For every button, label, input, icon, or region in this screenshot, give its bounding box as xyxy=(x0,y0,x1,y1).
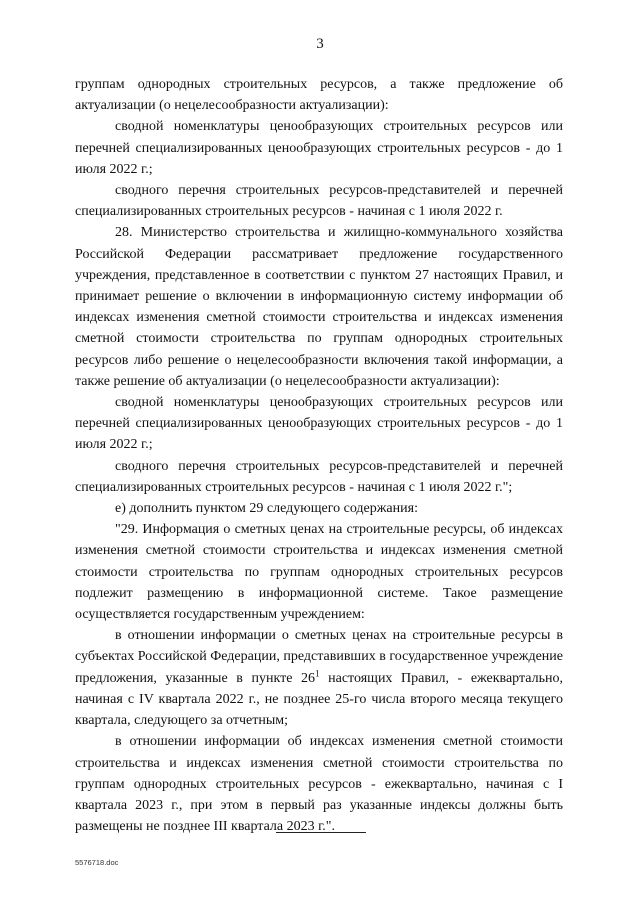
document-id: 5576718.doc xyxy=(75,858,119,867)
paragraph: группам однородных строительных ресурсов, а также предложение об актуализации (о нецелесообразности актуализации): xyxy=(75,77,563,114)
paragraph: е) дополнить пунктом 29 следующего содержания: xyxy=(115,501,418,517)
end-rule xyxy=(276,832,366,833)
page-number: 3 xyxy=(316,36,324,52)
paragraph-text: настоящих Правил, - ежеквартально, начиная с IV квартала 2022 г., не позднее 25-го числа второго месяца текущего квартала, следующего за отчетным; xyxy=(75,670,563,729)
paragraph: сводной номенклатуры ценообразующих строительных ресурсов или перечней специализированных ценообразующих строительных ресурсов - до 1 июля 2022 г.; xyxy=(75,119,563,177)
paragraph: 28. Министерство строительства и жилищно-коммунального хозяйства Российской Федерации рассматривает предложение государственного учреждения, представленное в соответствии с пунктом 27 настоящих Правил, и принимает решение о включении в информационную систему информации об индексах изменения сметной стоимости строительства и индексах изменения сметной стоимости строительства по группам однородных строительных ресурсов либо решение о нецелесообразности включения такой информации, а также решение об актуализации (о нецелесообразности актуализации): xyxy=(75,225,563,389)
paragraph: сводного перечня строительных ресурсов-представителей и перечней специализированных строительных ресурсов - начиная с 1 июля 2022 г. xyxy=(75,183,563,220)
paragraph: "29. Информация о сметных ценах на строительные ресурсы, об индексах изменения сметной стоимости строительства и индексах изменения сметной стоимости строительства по группам однородных строительных ресурсов подлежит размещению в информационной системе. Такое размещение осуществляется государственным учреждением: xyxy=(75,522,563,623)
paragraph-text: в отношении информации о сметных ценах на строительные ресурсы в субъектах Российской Федерации, представивших в государственное учреждение предложения, указанные в пункте 26 xyxy=(75,628,563,686)
paragraph: в отношении информации об индексах изменения сметной стоимости строительства и индексах изменения сметной стоимости строительства по группам однородных строительных ресурсов - ежеквартально, начиная с I квартала 2023 г., при этом в первый раз указанные индексы должны быть размещены не позднее III квартала 2023 г.". xyxy=(75,734,563,835)
superscript: 1 xyxy=(315,668,320,679)
paragraph: сводной номенклатуры ценообразующих строительных ресурсов или перечней специализированных ценообразующих строительных ресурсов - до 1 июля 2022 г.; xyxy=(75,395,563,453)
paragraph xyxy=(75,625,563,731)
document-body xyxy=(75,74,563,837)
paragraph: сводного перечня строительных ресурсов-представителей и перечней специализированных строительных ресурсов - начиная с 1 июля 2022 г."; xyxy=(75,458,563,495)
